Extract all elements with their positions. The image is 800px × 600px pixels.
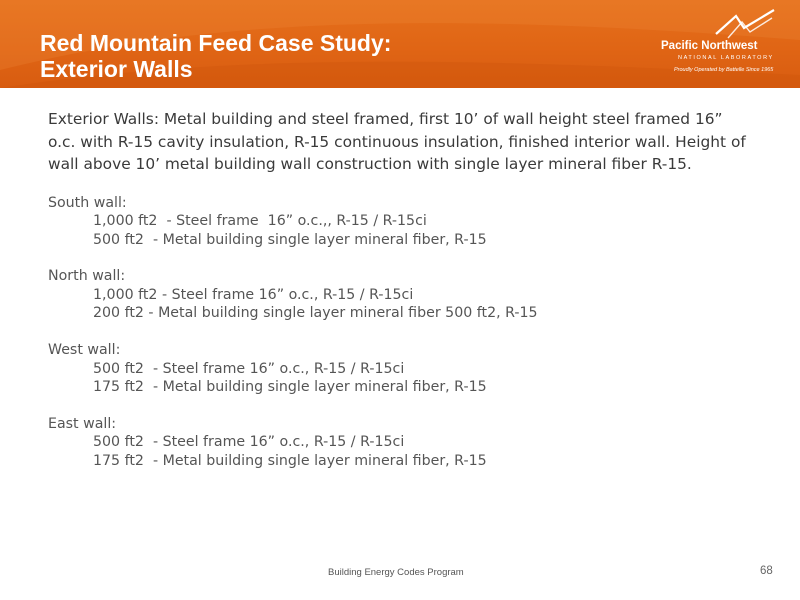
- pnnl-logo: [656, 8, 786, 80]
- wall-label: East wall:: [48, 415, 117, 432]
- wall-detail-line: 200 ft2 - Metal building single layer mineral fiber 500 ft2, R-15: [93, 305, 538, 322]
- exterior-walls-description: [48, 108, 748, 176]
- wall-detail-line: 1,000 ft2 - Steel frame 16” o.c., R-15 / R-15ci: [93, 286, 414, 303]
- slide-title: [40, 30, 391, 82]
- wall-detail-line: 1,000 ft2 - Steel frame 16” o.c.,, R-15 / R-15ci: [93, 213, 427, 230]
- wall-section-north: [48, 267, 748, 323]
- logo-lab-name: Pacific Northwest: [661, 40, 758, 52]
- pnnl-emblem-icon: [714, 8, 776, 40]
- footer-program-name: Building Energy Codes Program: [328, 567, 464, 578]
- wall-label: North wall:: [48, 268, 126, 285]
- slide-header: [0, 0, 800, 88]
- exterior-walls-label: Exterior Walls: [48, 110, 154, 128]
- exterior-walls-text: : Metal building and steel framed, first 10’ of wall height steel framed 16” o.c. with R-15 cavity insulation, R-15 continuous insulation, finished interior wall. Height of wall above 10’ metal building wall construction with single layer mineral fiber R-15.: [48, 110, 746, 173]
- slide-title-line-2: Exterior Walls: [40, 56, 193, 82]
- wall-label: West wall:: [48, 342, 121, 359]
- wall-detail-line: 175 ft2 - Metal building single layer mineral fiber, R-15: [93, 379, 487, 396]
- wall-section-south: [48, 194, 748, 250]
- logo-lab-subtitle: NATIONAL LABORATORY: [678, 55, 774, 61]
- wall-section-west: [48, 341, 748, 397]
- logo-tagline: Proudly Operated by Battelle Since 1965: [674, 67, 774, 73]
- wall-detail-line: 500 ft2 - Metal building single layer mineral fiber, R-15: [93, 231, 487, 248]
- slide-body: [48, 108, 748, 471]
- wall-detail-line: 500 ft2 - Steel frame 16” o.c., R-15 / R-15ci: [93, 360, 405, 377]
- wall-detail-line: 175 ft2 - Metal building single layer mineral fiber, R-15: [93, 453, 487, 470]
- wall-section-east: [48, 415, 748, 471]
- wall-label: South wall:: [48, 194, 127, 211]
- wall-detail-line: 500 ft2 - Steel frame 16” o.c., R-15 / R-15ci: [93, 434, 405, 451]
- page-number: 68: [760, 565, 773, 577]
- slide-title-line-1: Red Mountain Feed Case Study:: [40, 30, 392, 56]
